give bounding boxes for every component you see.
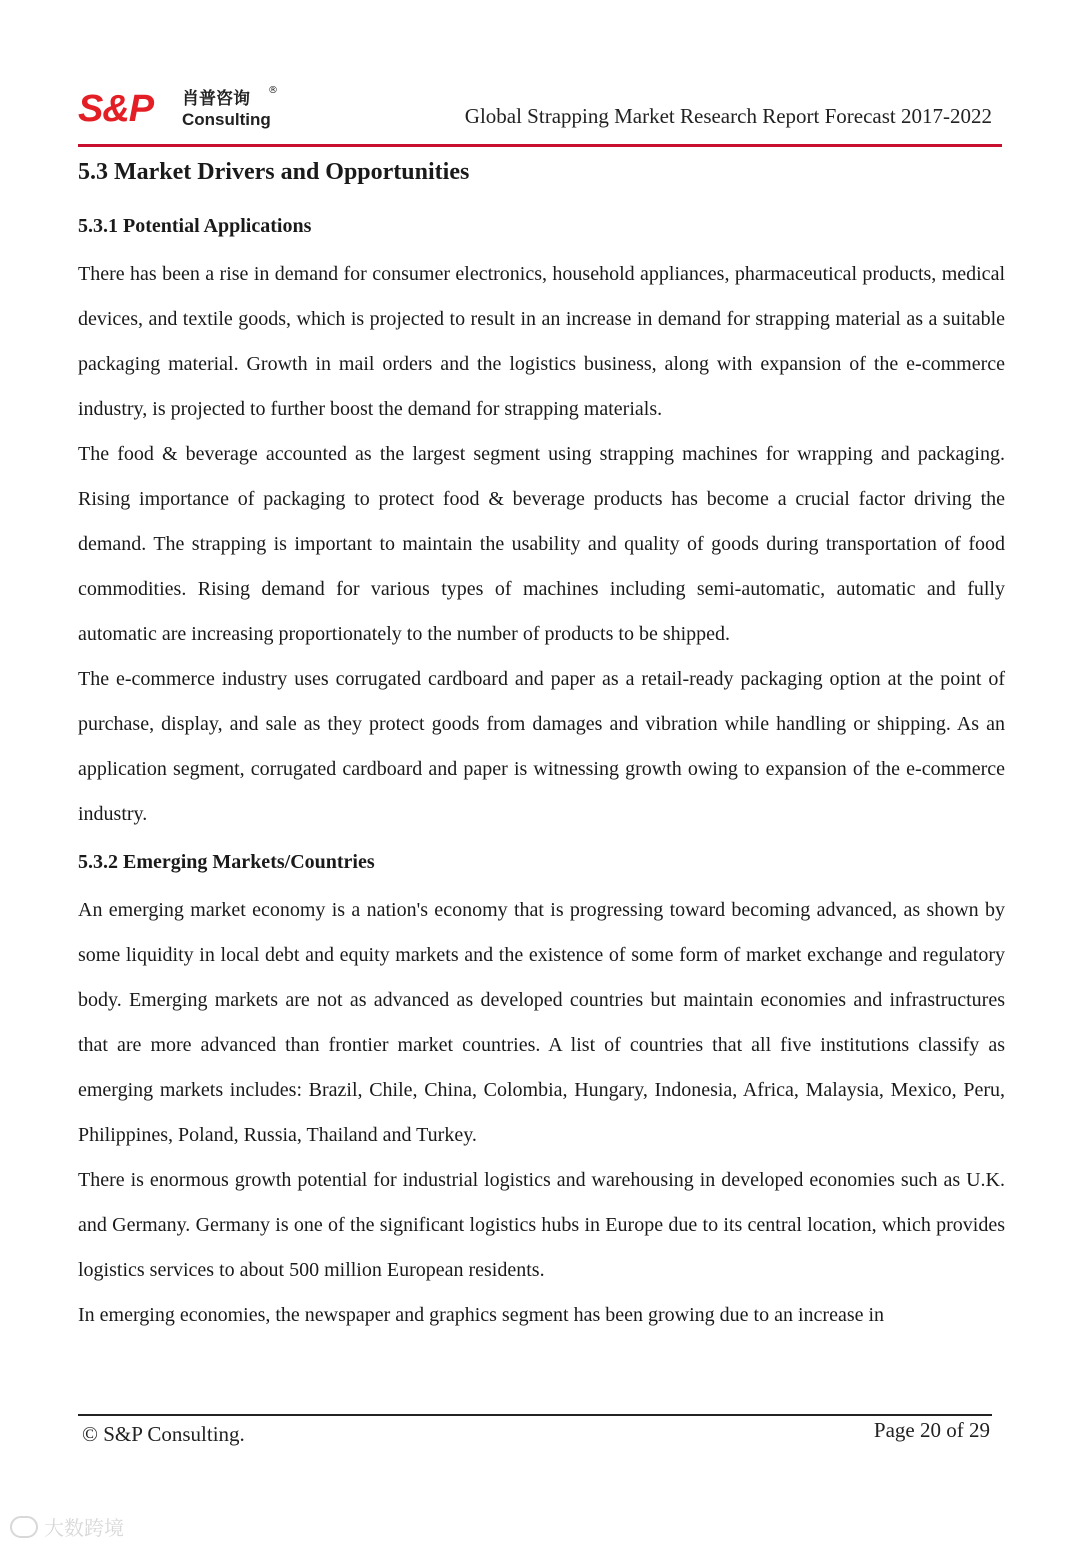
report-title: Global Strapping Market Research Report Forecast 2017-2022 [464,104,992,128]
logo-registered-mark: ® [268,85,278,96]
subsection-title: 5.3.2 Emerging Markets/Countries [78,851,375,873]
logo-english-name: Consulting [182,110,271,129]
paragraph: The e-commerce industry uses corrugated cardboard and paper as a retail-ready packaging option at the point of purchase, display, and sale as they protect goods from damages and vibration while handling or shipping. As an application segment, corrugated cardboard and paper is witnessing growth owing to expansion of the e-commerce industry. [78,668,1005,825]
page-content [78,152,1005,1338]
copyright-text: © S&P Consulting. [82,1422,245,1446]
paragraph: There has been a rise in demand for consumer electronics, household appliances, pharmaceutical products, medical devices, and textile goods, which is projected to result in an increase in demand for strapping material as a suitable packaging material. Growth in mail orders and the logistics business, along with expansion of the e-commerce industry, is projected to further boost the demand for strapping materials. [78,263,1005,420]
page-number: Page 20 of 29 [873,1418,990,1442]
watermark [10,1512,124,1541]
subsection-title: 5.3.1 Potential Applications [78,215,312,237]
header-divider [78,144,1002,147]
paragraph: In emerging economies, the newspaper and graphics segment has been growing due to an increase in [78,1304,885,1326]
paragraph: The food & beverage accounted as the largest segment using strapping machines for wrapping and packaging. Rising importance of packaging to protect food & beverage products has become a crucial factor driving the demand. The strapping is important to maintain the usability and quality of goods during transportation of food commodities. Rising demand for various types of machines including semi-automatic, automatic and fully automatic are increasing proportionately to the number of products to be shipped. [78,443,1005,645]
watermark-icon [10,1516,38,1538]
paragraph: There is enormous growth potential for industrial logistics and warehousing in developed economies such as U.K. and Germany. Germany is one of the significant logistics hubs in Europe due to its central location, which provides logistics services to about 500 million European residents. [78,1169,1005,1281]
footer-divider [78,1414,992,1416]
logo-chinese-name: 肖普咨询 [182,89,250,109]
paragraph: An emerging market economy is a nation's economy that is progressing toward becoming advanced, as shown by some liquidity in local debt and equity markets and the existence of some form of market exchange and regulatory body. Emerging markets are not as advanced as developed countries but maintain economies and infrastructures that are more advanced than frontier market countries. A list of countries that all five institutions classify as emerging markets includes: Brazil, Chile, China, Colombia, Hungary, Indonesia, Africa, Malaysia, Mexico, Peru, Philippines, Poland, Russia, Thailand and Turkey. [78,899,1005,1146]
section-title: 5.3 Market Drivers and Opportunities [78,159,470,185]
logo-mark: S&P [78,88,154,130]
company-logo [78,85,283,134]
watermark-text: 大数跨境 [44,1516,124,1540]
